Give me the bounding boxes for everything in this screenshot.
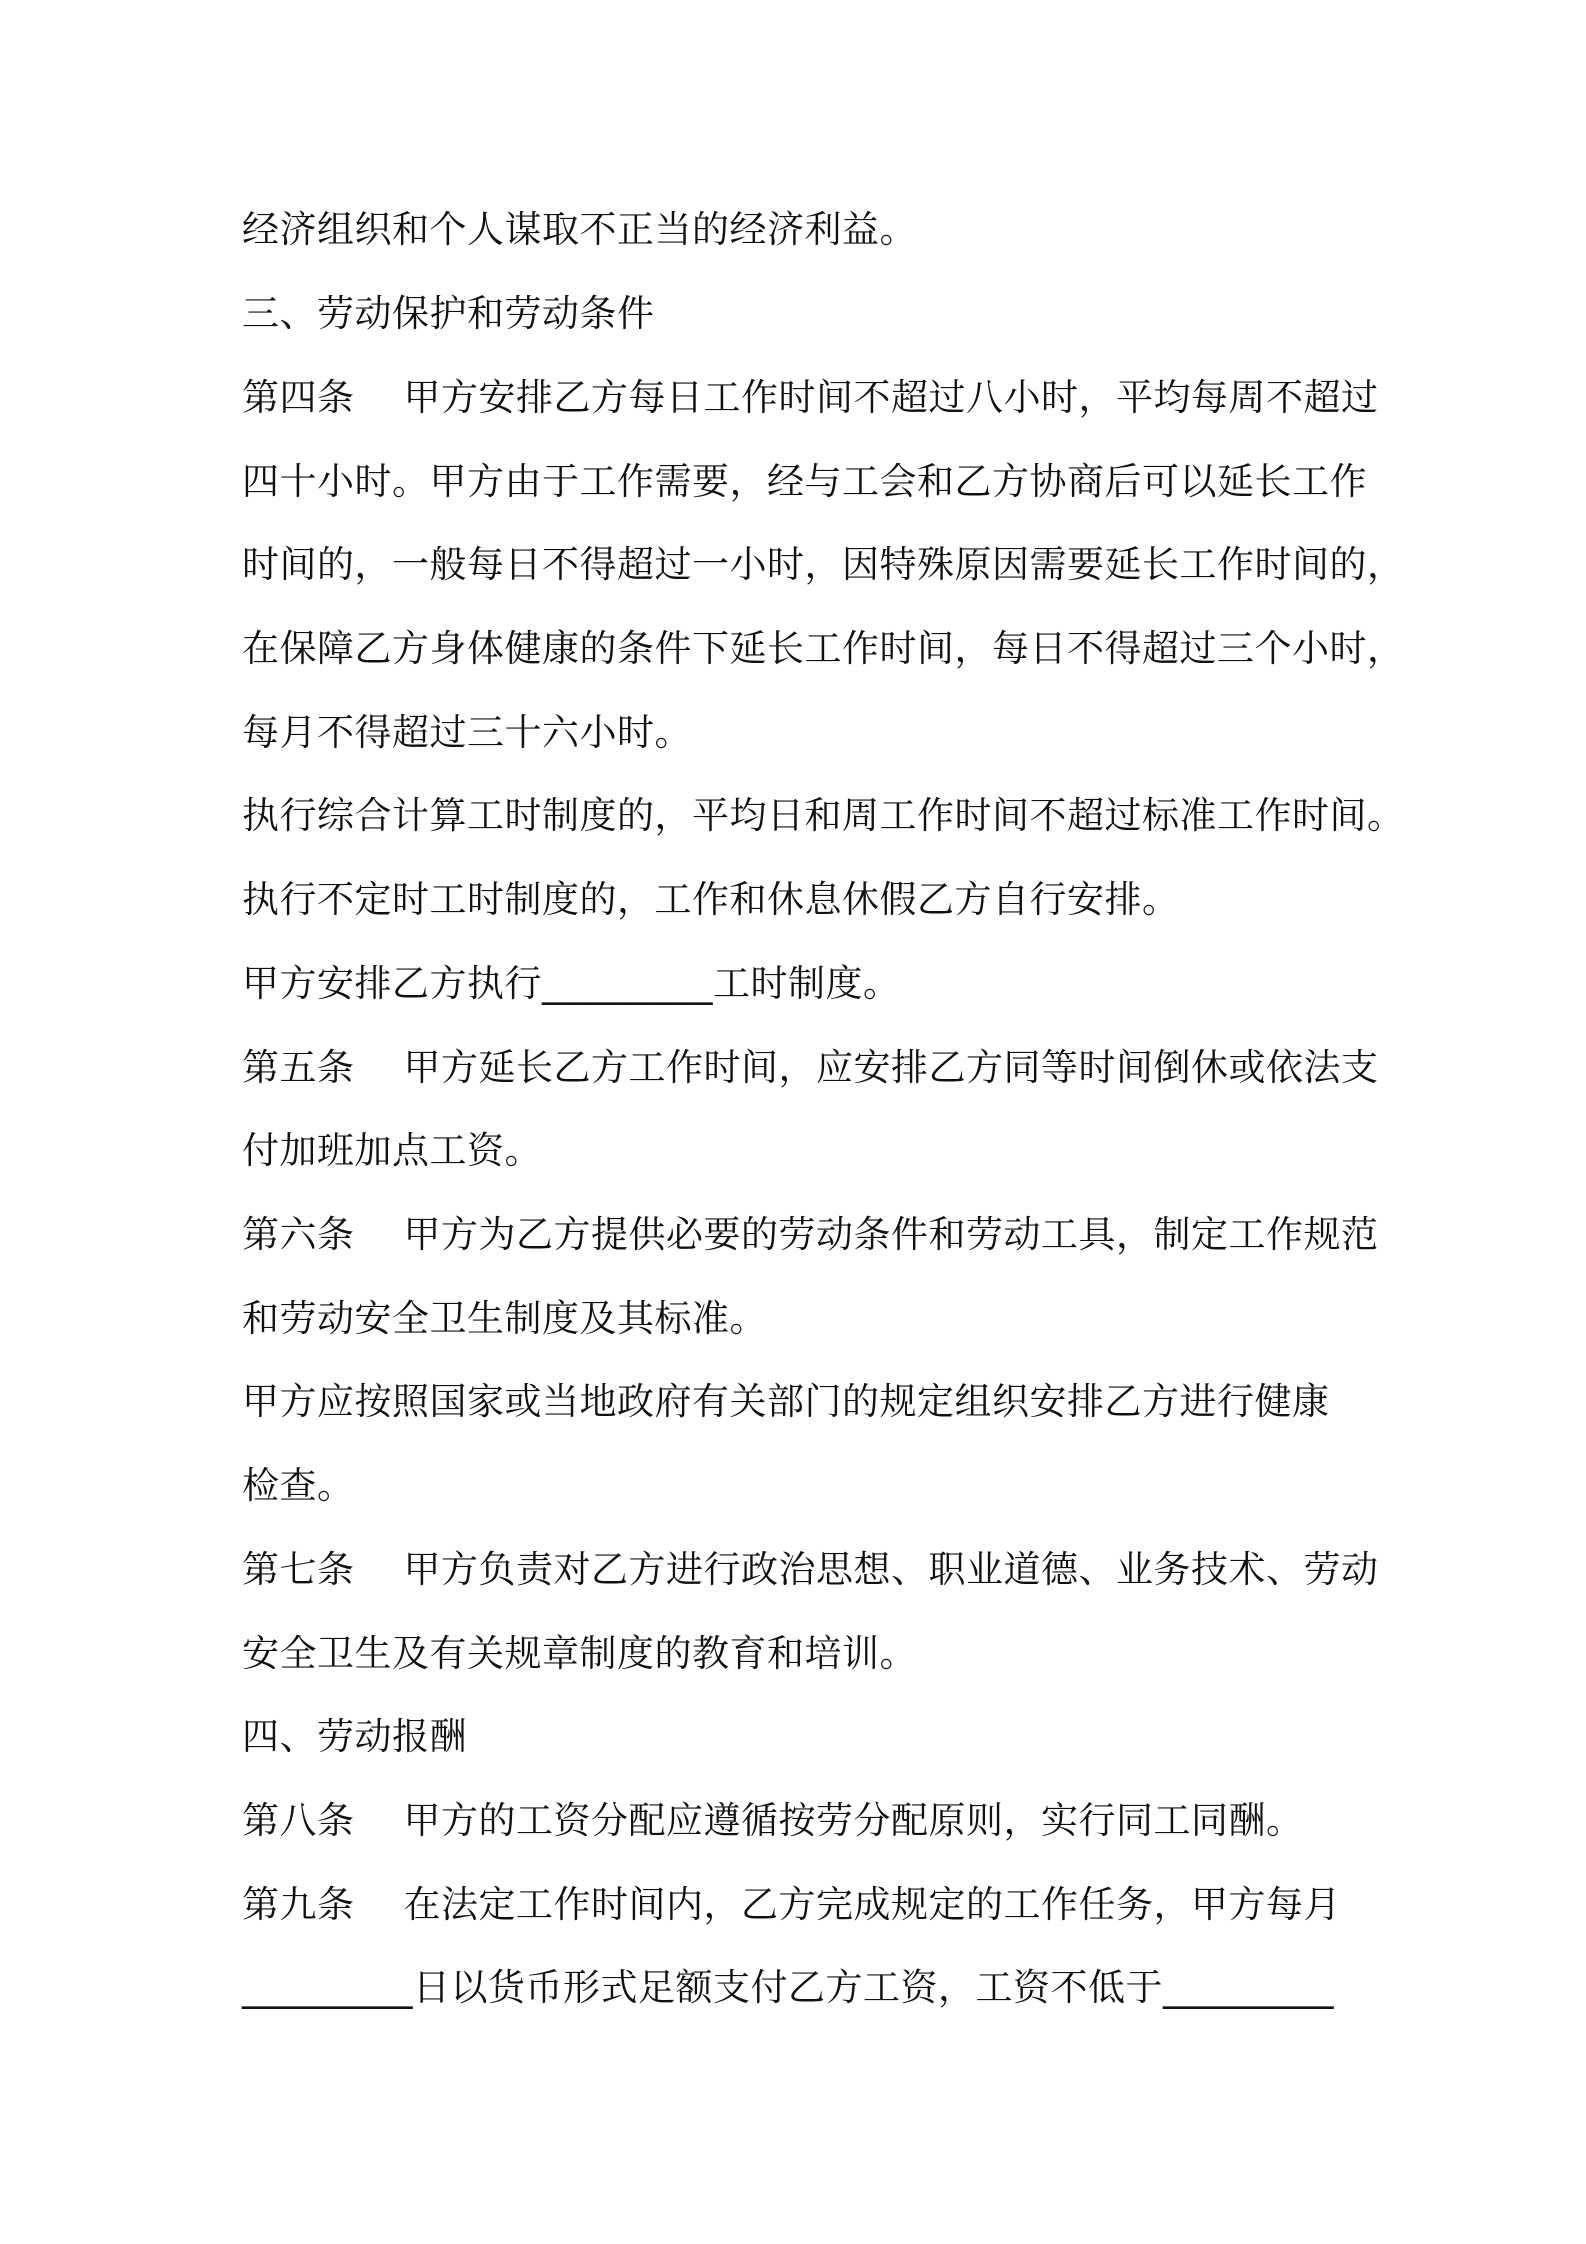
text-line: 第九条 在法定工作时间内，乙方完成规定的工作任务，甲方每月 — [242, 1883, 1342, 1926]
text-line: 第六条 甲方为乙方提供必要的劳动条件和劳动工具，制定工作规范 — [242, 1213, 1379, 1256]
text-line: 第四条 甲方安排乙方每日工作时间不超过八小时，平均每周不超过 — [242, 376, 1379, 419]
text-line: 时间的，一般每日不得超过一小时，因特殊原因需要延长工作时间的， — [242, 543, 1405, 586]
section-heading: 四、劳动报酬 — [242, 1715, 467, 1758]
text-line: 安全卫生及有关规章制度的教育和培训。 — [242, 1632, 917, 1675]
text-line: 第八条 甲方的工资分配应遵循按劳分配原则，实行同工同酬。 — [242, 1799, 1304, 1842]
text-line: 付加班加点工资。 — [242, 1129, 542, 1172]
text-line: 和劳动安全卫生制度及其标准。 — [242, 1297, 767, 1340]
text-line: 每月不得超过三十六小时。 — [242, 711, 692, 754]
text-line: 经济组织和个人谋取不正当的经济利益。 — [242, 208, 917, 251]
section-heading: 三、劳动保护和劳动条件 — [242, 292, 655, 335]
text-line: 第五条 甲方延长乙方工作时间，应安排乙方同等时间倒休或依法支 — [242, 1046, 1379, 1089]
text-line: 检查。 — [242, 1464, 355, 1507]
text-line: 四十小时。甲方由于工作需要，经与工会和乙方协商后可以延长工作 — [242, 460, 1367, 503]
text-line: 执行不定时工时制度的，工作和休息休假乙方自行安排。 — [242, 878, 1180, 921]
text-line: 甲方应按照国家或当地政府有关部门的规定组织安排乙方进行健康 — [242, 1380, 1330, 1423]
text-line: 执行综合计算工时制度的，平均日和周工作时间不超过标准工作时间。 — [242, 794, 1405, 837]
text-line: _________日以货币形式足额支付乙方工资，工资不低于_________ — [242, 1966, 1334, 2009]
text-line: 第七条 甲方负责对乙方进行政治思想、职业道德、业务技术、劳动 — [242, 1548, 1379, 1591]
text-line: 在保障乙方身体健康的条件下延长工作时间，每日不得超过三个小时， — [242, 627, 1405, 670]
text-line: 甲方安排乙方执行_________工时制度。 — [242, 962, 901, 1005]
